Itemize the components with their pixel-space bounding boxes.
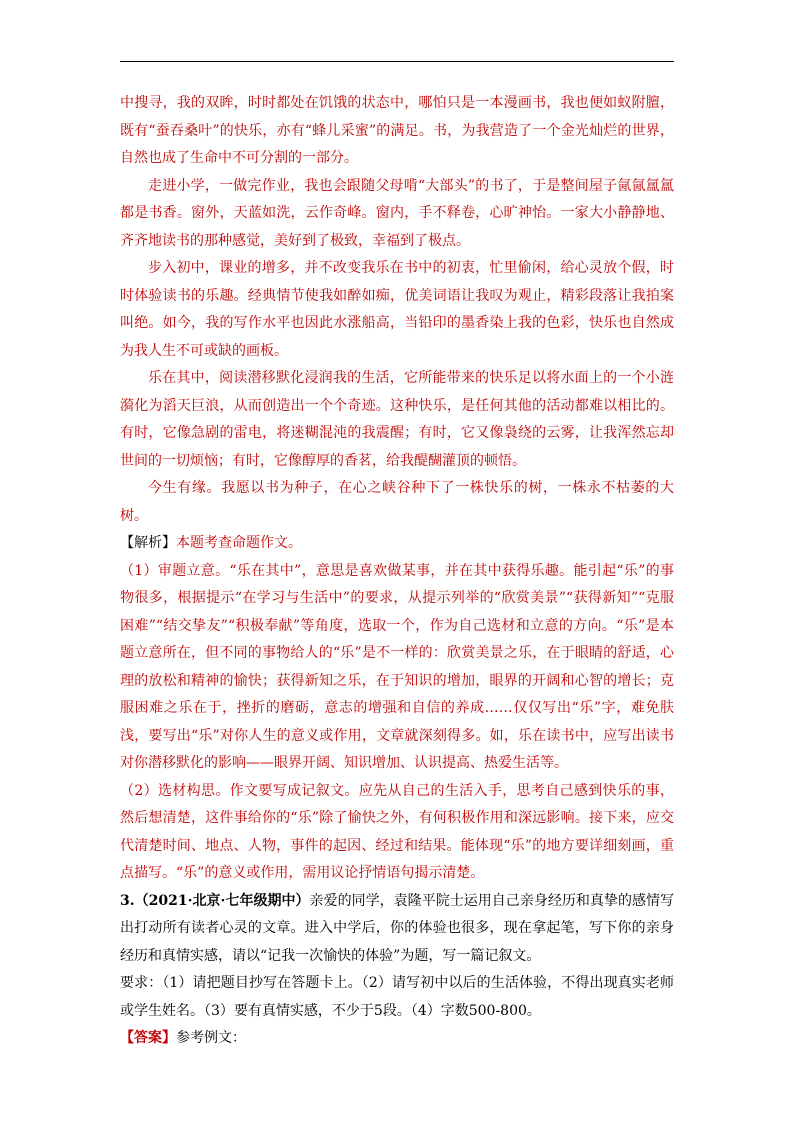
answer-line (120, 1025, 674, 1053)
page-content (120, 90, 674, 1053)
question-prompt: 亲爱的同学，袁隆平院士运用自己亲身经历和真挚的感情写出打动所有读者心灵的文章。进入中学后，你的体验也很多，现在拿起笔，写下你的亲身经历和真情实感，请以“记我一次愉快的体验”为题，写一篇记叙文。 (120, 892, 674, 964)
question-requirements: 要求：（1）请把题目抄写在答题卡上。（2）请写初中以后的生活体验，不得出现真实老师或学生姓名。（3）要有真情实感，不少于5段。（4）字数500-800。 (120, 975, 674, 1019)
essay-paragraph: 乐在其中，阅读潜移默化浸润我的生活，它所能带来的快乐足以将水面上的一个小涟漪化为滔天巨浪，从而创造出一个个奇迹。这种快乐，是任何其他的活动都难以相比的。有时，它像急剧的雷电，将迷糊混沌的我震醒；有时，它又像袅绕的云雾，让我浑然忘却世间的一切烦恼；有时，它像醇厚的香茗，给我醍醐灌顶的顿悟。 (120, 370, 674, 469)
analysis-point-1: （1）审题立意。“乐在其中”，意思是喜欢做某事，并在其中获得乐趣。能引起“乐”的事物很多，根据提示“在学习与生活中”的要求，从提示列举的“欣赏美景”“获得新知”“克服困难”“结交挚友”“积极奉献”等角度，选取一个，作为自己选材和立意的方向。“乐”是本题立意所在，但不同的事物给人的“乐”是不一样的：欣赏美景之乐，在于眼睛的舒适，心理的放松和精神的愉快；获得新知之乐，在于知识的增加，眼界的开阔和心智的增长；克服困难之乐在于，挫折的磨砺，意志的增强和自信的养成……仅仅写出“乐”字，难免肤浅，要写出“乐”对你人生的意义或作用，文章就深刻得多。如，乐在读书中，应写出读书对你潜移默化的影响——眼界开阔、知识增加、认识提高、热爱生活等。 (120, 562, 674, 771)
analysis-text: 本题考查命题作文。 (176, 535, 302, 551)
essay-paragraph: 走进小学，一做完作业，我也会跟随父母啃“大部头”的书了，于是整间屋子氤氤氲氲都是书香。窗外，天蓝如洗，云作奇峰。窗内，手不释卷，心旷神怡。一家大小静静地、齐齐地读书的那种感觉，美好到了极致，幸福到了极点。 (120, 177, 674, 249)
header-rule (120, 61, 674, 62)
essay-paragraph: 中搜寻，我的双眸，时时都处在饥饿的状态中，哪怕只是一本漫画书，我也便如蚁附膻，既有“蚕吞桑叶”的快乐，亦有“蜂儿采蜜”的满足。书，为我营造了一个金光灿烂的世界，自然也成了生命中不可分割的一部分。 (120, 95, 674, 166)
question-3 (120, 888, 674, 971)
answer-text: 参考例文： (176, 1030, 246, 1046)
analysis-tag: 【解析】 (120, 535, 176, 551)
analysis-point-2: （2）选材构思。作文要写成记叙文。应先从自己的生活入手，思考自己感到快乐的事，然后想清楚，这件事给你的“乐”除了愉快之外，有何积极作用和深远影响。接下来，应交代清楚时间、地点、人物，事件的起因、经过和结果。能体现“乐”的地方要详细刻画，重点描写。“乐”的意义或作用，需用议论抒情语句揭示清楚。 (120, 782, 674, 881)
answer-tag: 【答案】 (120, 1030, 176, 1046)
essay-paragraph: 今生有缘。我愿以书为种子，在心之峡谷种下了一株快乐的树，一株永不枯萎的大树。 (120, 480, 674, 524)
question-number-source: 3.（2021·北京·七年级期中） (120, 892, 310, 909)
analysis-heading (120, 530, 674, 558)
essay-paragraph: 步入初中，课业的增多，并不改变我乐在书中的初衷，忙里偷闲，给心灵放个假，时时体验读书的乐趣。经典情节使我如醉如痴，优美词语让我叹为观止，精彩段落让我拍案叫绝。如今，我的写作水平也因此水涨船高，当铅印的墨香染上我的色彩，快乐也自然成为我人生不可或缺的画板。 (120, 260, 674, 359)
